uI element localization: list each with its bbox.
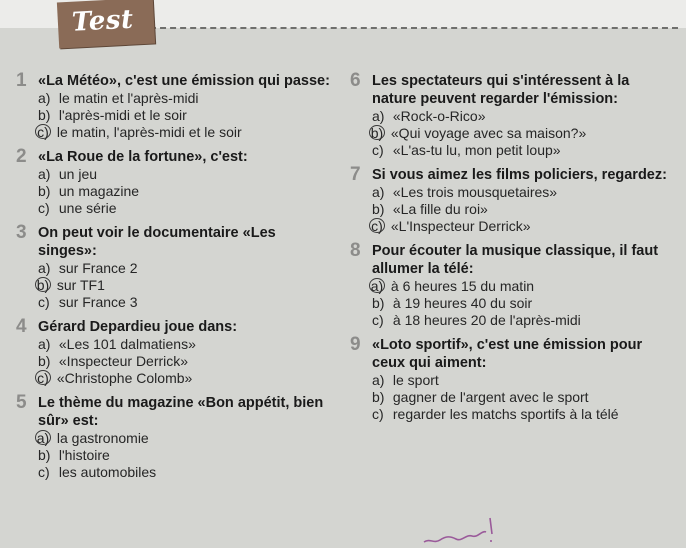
question-4 [16,318,338,387]
right-column [350,72,676,430]
badge-label: Test [71,4,135,38]
option-c: c) sur France 3 [38,294,138,310]
question-9 [350,336,676,423]
option-a: a) «Rock-o-Rico» [372,108,486,124]
question-number: 7 [350,164,361,185]
option-c-circled: c) le matin, l'après-midi et le soir [38,124,338,141]
question-text: Gérard Depardieu joue dans: [38,319,238,335]
option-a-circled: a) la gastronomie [36,430,149,446]
option-a-circled: a) à 6 heures 15 du matin [370,278,535,294]
question-number: 6 [350,70,361,91]
question-8 [350,242,676,329]
option-b-circled: b) «Qui voyage avec sa maison?» [370,125,587,141]
question-number: 8 [350,240,361,261]
option-a: a) le sport [372,372,439,388]
question-number: 1 [16,70,27,91]
question-number: 4 [16,316,27,337]
option-c-circled: c) «L'Inspecteur Derrick» [372,218,676,235]
option-b: b) un magazine [38,183,140,199]
question-3 [16,224,338,311]
option-c: c) regarder les matchs sportifs à la télé [372,406,619,422]
question-text: Les spectateurs qui s'intéressent à la nature peuvent regarder l'émission: [372,73,630,107]
question-text: Pour écouter la musique classique, il faut allumer la télé: [372,243,659,277]
option-b-circled: b) sur TF1 [36,277,105,293]
option-c: c) une série [38,200,117,216]
question-1 [16,72,338,141]
question-text: On peut voir le documentaire «Les singes»: [38,225,276,259]
option-c: c) les automobiles [38,464,157,480]
question-6 [350,72,676,159]
test-badge [57,0,155,48]
option-b: b) l'après-midi et le soir [38,107,187,123]
question-number: 9 [350,334,361,355]
question-text: Le thème du magazine «Bon appétit, bien sûr» est: [38,395,324,429]
option-b: b) l'histoire [38,447,110,463]
option-b: b) «La fille du roi» [372,201,488,217]
option-a: a) un jeu [38,166,98,182]
question-text: «La Météo», c'est une émission qui passe: [38,73,330,89]
question-7 [350,166,676,235]
question-text: «Loto sportif», c'est une émission pour ceux qui aiment: [372,337,643,371]
question-number: 5 [16,392,27,413]
question-number: 2 [16,146,27,167]
option-a: a) «Les trois mousquetaires» [372,184,558,200]
option-b: b) gagner de l'argent avec le sport [372,389,589,405]
question-5 [16,394,338,481]
question-number: 3 [16,222,27,243]
question-text: «La Roue de la fortune», c'est: [38,149,248,165]
option-c: c) à 18 heures 20 de l'après-midi [372,312,581,328]
option-c-circled: c) «Christophe Colomb» [38,370,338,387]
question-text: Si vous aimez les films policiers, regardez: [372,167,667,183]
left-column [16,72,338,488]
header-dashed-rule [150,27,678,29]
question-2 [16,148,338,217]
option-c: c) «L'as-tu lu, mon petit loup» [372,142,561,158]
option-a: a) sur France 2 [38,260,138,276]
option-b: b) à 19 heures 40 du soir [372,295,533,311]
option-b: b) «Inspecteur Derrick» [38,353,189,369]
option-a: a) le matin et l'après-midi [38,90,199,106]
handwritten-scribble [420,514,500,548]
option-a: a) «Les 101 dalmatiens» [38,336,196,352]
